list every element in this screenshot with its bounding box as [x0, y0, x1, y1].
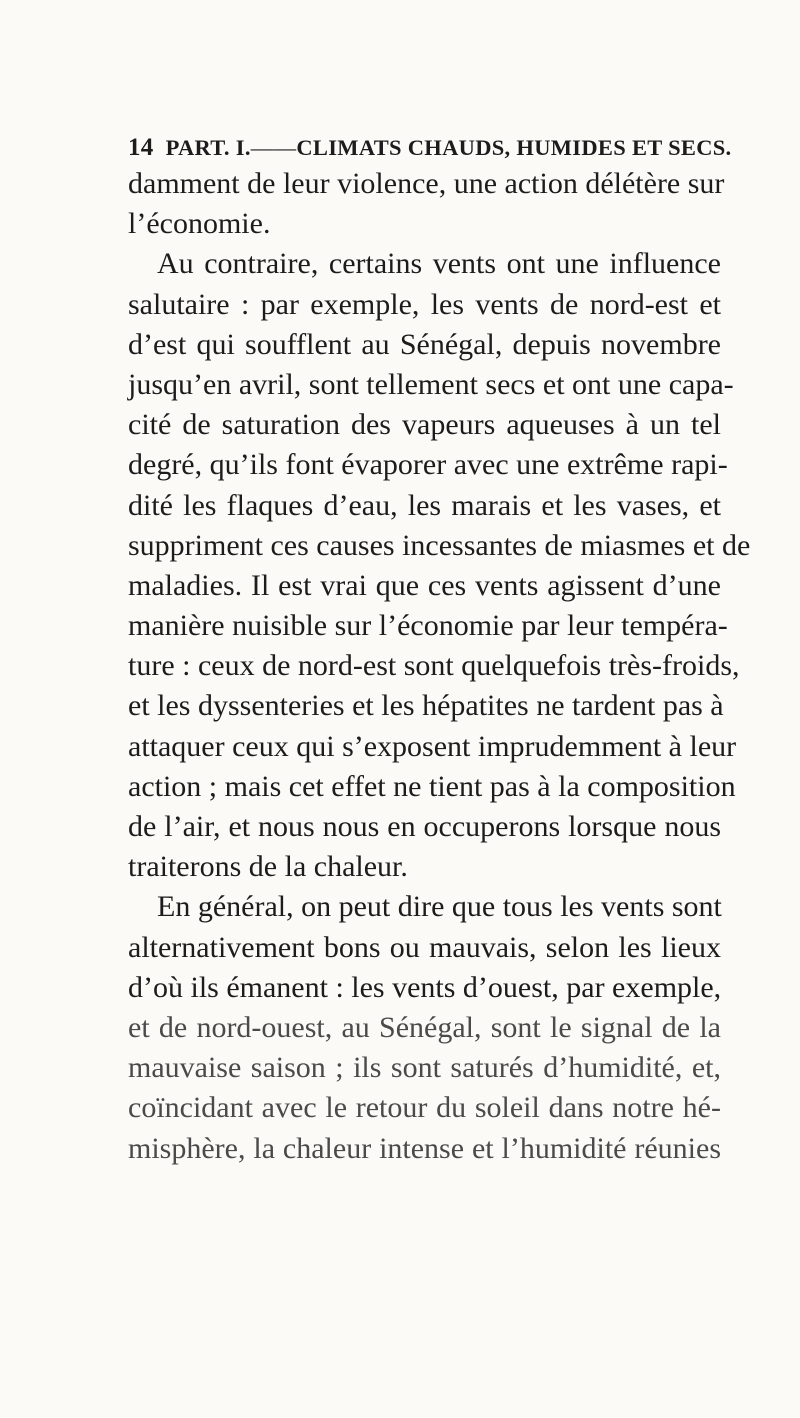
page-number: 14: [128, 134, 154, 161]
text-line: et de nord-ouest, au Sénégal, sont le signal de la: [128, 1010, 721, 1044]
text-line: dité les flaques d’eau, les marais et les vases, et: [128, 488, 721, 522]
chapter-title: CLIMATS CHAUDS, HUMIDES ET SECS.: [296, 135, 732, 160]
text-line: En général, on peut dire que tous les vents sont: [157, 890, 722, 924]
text-line: salutaire : par exemple, les vents de nord-est et: [128, 287, 721, 321]
text-line: jusqu’en avril, sont tellement secs et ont une capa-: [128, 367, 734, 401]
text-line: maladies. Il est vrai que ces vents agissent d’une: [128, 568, 721, 602]
text-line: suppriment ces causes incessantes de miasmes et de: [128, 528, 751, 562]
header-dash: ——: [250, 135, 297, 160]
running-header: [128, 134, 732, 162]
body-text: [128, 164, 751, 1169]
text-line: ture : ceux de nord-est sont quelquefois très-froids,: [128, 649, 740, 683]
text-line: coïncidant avec le retour du soleil dans notre hé-: [128, 1091, 721, 1125]
part-label: PART. I.: [165, 135, 251, 160]
text-line: cité de saturation des vapeurs aqueuses à un tel: [128, 408, 721, 442]
text-line: manière nuisible sur l’économie par leur tempéra-: [128, 609, 728, 643]
text-line: attaquer ceux qui s’exposent imprudemment à leur: [128, 729, 737, 763]
text-line: degré, qu’ils font évaporer avec une extrême rapi-: [128, 448, 728, 482]
text-line: d’est qui soufflent au Sénégal, depuis novembre: [128, 327, 721, 361]
text-line: et les dyssenteries et les hépatites ne tardent pas à: [128, 689, 724, 723]
text-line: Au contraire, certains vents ont une influence: [157, 247, 721, 281]
text-line: action ; mais cet effet ne tient pas à la composition: [128, 769, 736, 803]
text-line: d’où ils émanent : les vents d’ouest, par exemple,: [128, 970, 722, 1004]
text-line: alternativement bons ou mauvais, selon les lieux: [128, 930, 721, 964]
text-line: mauvaise saison ; ils sont saturés d’humidité, et,: [128, 1051, 721, 1085]
text-line: de l’air, et nous nous en occuperons lorsque nous: [128, 810, 721, 843]
text-line: misphère, la chaleur intense et l’humidité réunies: [128, 1131, 721, 1165]
text-line: damment de leur violence, une action délétère sur: [128, 167, 725, 200]
text-line: l’économie.: [128, 207, 271, 241]
text-line: traiterons de la chaleur.: [128, 850, 408, 884]
